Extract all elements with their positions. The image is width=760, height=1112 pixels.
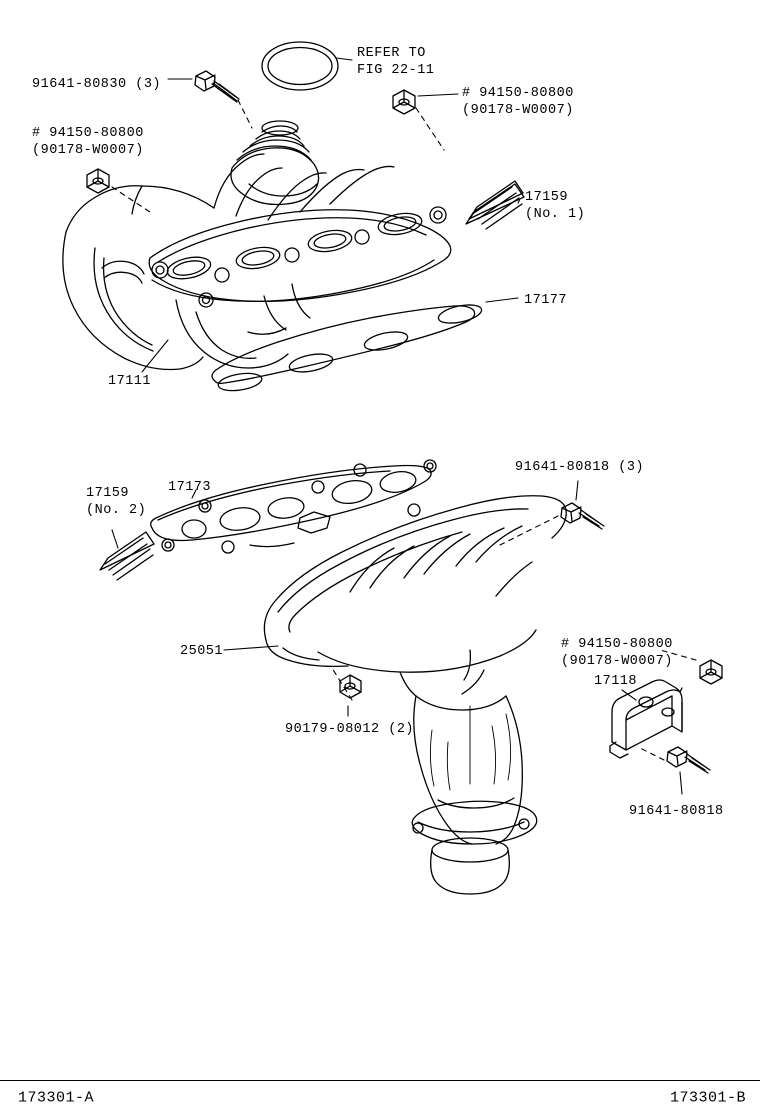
label-bracket-17118: 17118 — [594, 674, 638, 689]
label-gasket-17173: 17173 — [168, 480, 212, 495]
stud-no2 — [100, 532, 154, 580]
label-refer-to-fig — [357, 45, 434, 79]
nut-lower-line1: # 94150-80800 — [561, 637, 673, 652]
bolt-lower-right — [667, 747, 710, 773]
label-nut-94150-80800-lower — [561, 636, 673, 670]
nut-90179-08012 — [340, 675, 361, 698]
label-nut-94150-80800-top-left — [32, 125, 144, 159]
refer-to-line2: FIG 22-11 — [357, 63, 435, 78]
stud-no1-line2: (No. 1) — [525, 207, 586, 222]
label-bolt-91641-80830: 91641-80830 (3) — [32, 77, 162, 92]
nut-top-left-line2: (90178-W0007) — [32, 143, 144, 158]
footer-code-right: 173301-B — [669, 1089, 746, 1107]
o-ring-seal — [262, 42, 338, 90]
refer-to-line1: REFER TO — [357, 46, 426, 61]
footer-code-left: 173301-A — [18, 1089, 95, 1107]
label-bolt-91641-80818: 91641-80818 — [629, 804, 724, 819]
label-bolt-91641-80818-3: 91641-80818 (3) — [515, 460, 645, 475]
label-stud-17159-no1 — [525, 189, 585, 223]
nut-top-left-line1: # 94150-80800 — [32, 126, 144, 141]
stud-no2-line2: (No. 2) — [86, 503, 147, 518]
label-nut-94150-80800-top-right — [462, 85, 574, 119]
bolt-top-left — [195, 71, 239, 102]
label-nut-90179-08012: 90179-08012 (2) — [285, 722, 415, 737]
stud-no2-line1: 17159 — [86, 486, 130, 501]
bolt-upper-right — [561, 503, 604, 529]
label-gasket-17177: 17177 — [524, 293, 568, 308]
bracket-17118 — [610, 680, 682, 758]
nut-lower-line2: (90178-W0007) — [561, 654, 673, 669]
stud-no1-line1: 17159 — [525, 190, 569, 205]
label-manifold-17111: 17111 — [108, 374, 152, 389]
gasket-17177 — [212, 302, 483, 394]
exhaust-manifold-lower — [264, 496, 566, 894]
nut-top-right-line2: (90178-W0007) — [462, 103, 574, 118]
nut-top-right — [393, 90, 415, 114]
footer-divider — [0, 1080, 760, 1081]
label-stud-17159-no2 — [86, 485, 146, 519]
nut-top-right-line1: # 94150-80800 — [462, 86, 574, 101]
stud-no1 — [466, 181, 524, 229]
nut-lower-right — [700, 660, 722, 684]
label-insulator-25051: 25051 — [180, 644, 224, 659]
nut-top-left — [87, 169, 109, 193]
